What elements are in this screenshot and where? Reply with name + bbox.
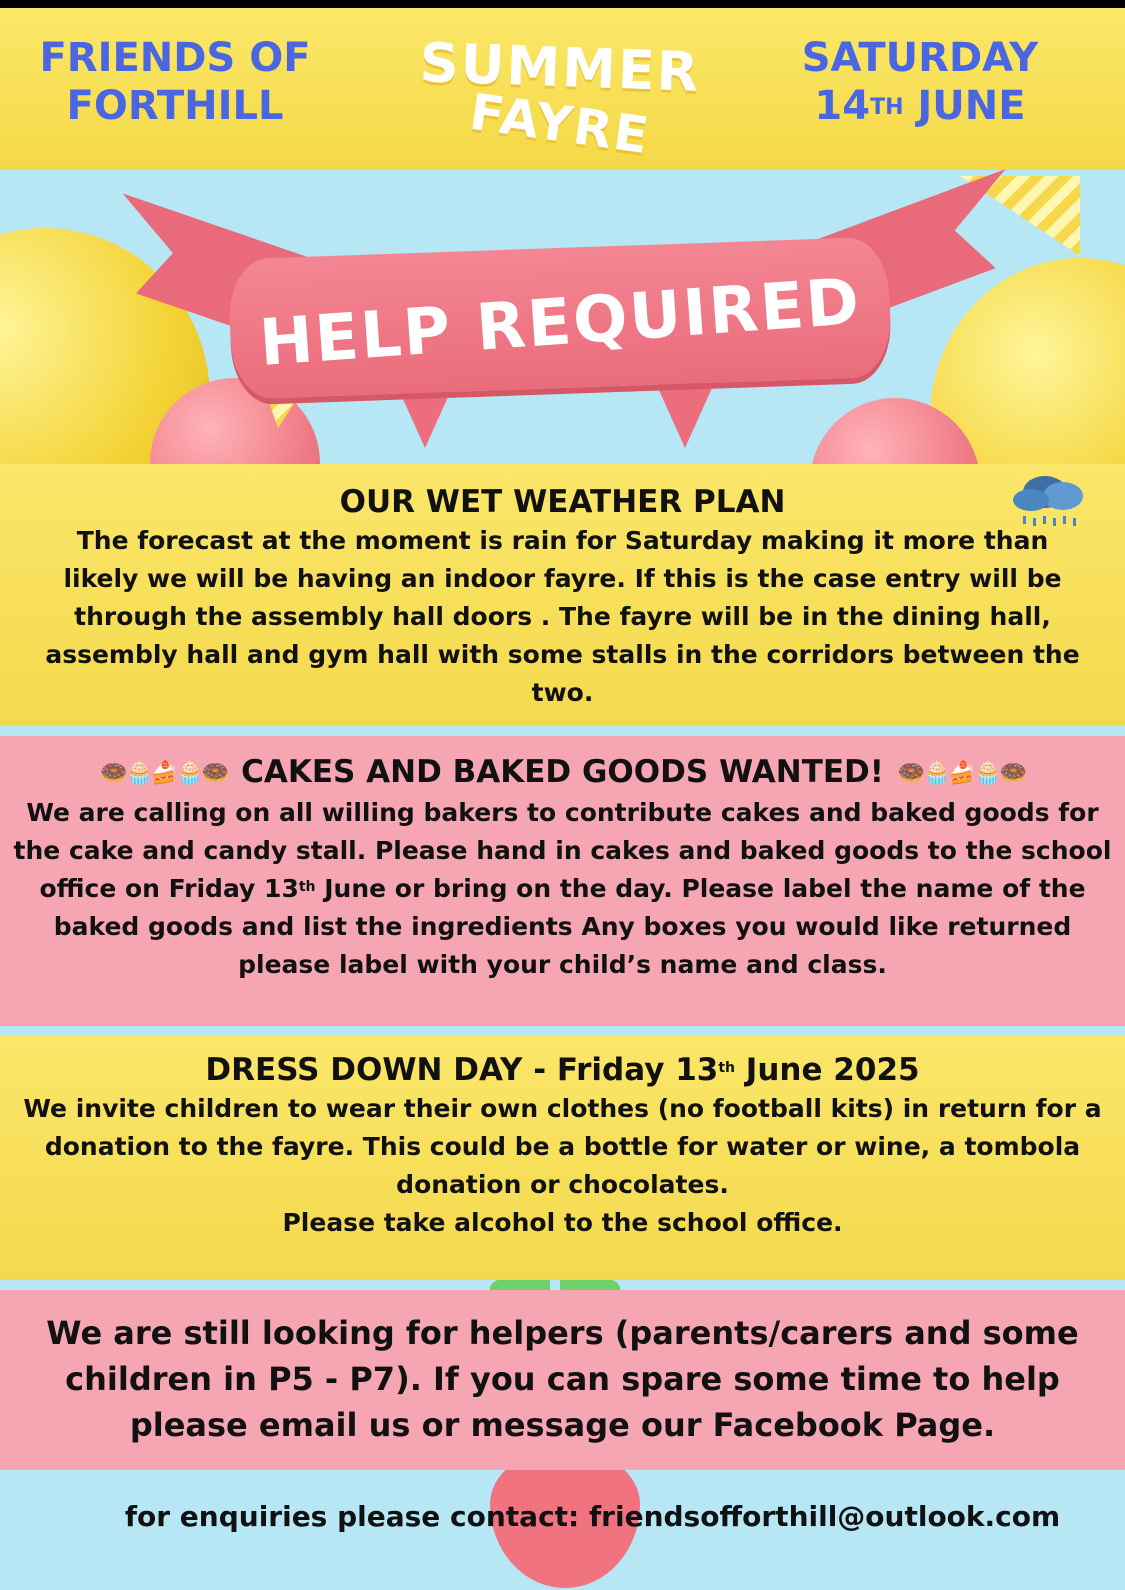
cakes-body-part-1: We are calling on all willing bakers to contribute cakes and baked goods for the cake and candy stall. Please hand in cakes and baked goods to the school office on Friday 13 <box>13 797 1112 903</box>
date-month: JUNE <box>917 83 1026 129</box>
dress-title-part-1: DRESS DOWN DAY - Friday 13 <box>205 1052 719 1088</box>
cakes-title: CAKES AND BAKED GOODS WANTED! <box>241 754 884 790</box>
contact-footer: for enquiries please contact: friendsofforthill@outlook.com <box>124 1500 1061 1533</box>
helpers-body: We are still looking for helpers (parents/carers and some children in P5 - P7). If you can spare some time to help please email us or message our Facebook Page. <box>46 1314 1079 1444</box>
date-weekday: SATURDAY <box>801 35 1039 81</box>
dress-body: We invite children to wear their own clothes (no football kits) in return for a donation to the fayre. This could be a bottle for water or wine, a tombola donation or chocolates. <box>23 1094 1102 1199</box>
logo-line-2: FAYRE <box>466 82 654 166</box>
date-day-month <box>780 82 1060 130</box>
wet-weather-section <box>0 464 1125 726</box>
cakes-heading <box>0 752 1125 794</box>
org-line-2: FORTHILL <box>66 83 284 129</box>
dress-date-suffix: th <box>718 1060 736 1076</box>
poster <box>0 8 1125 1590</box>
cakes-section <box>0 736 1125 1026</box>
rain-cloud-icon <box>1005 470 1095 530</box>
dress-down-section <box>0 1036 1125 1280</box>
cakes-icon: 🍩🧁🍰🧁🍩 <box>100 760 228 786</box>
cakes-icon: 🍩🧁🍰🧁🍩 <box>897 760 1025 786</box>
logo-line-1: SUMMER <box>418 31 702 104</box>
weather-body: The forecast at the moment is rain for Saturday making it more than likely we will be having an indoor fayre. If this is the case entry will be through the assembly hall doors . The fayre will be in the dining hall, assembly hall and gym hall with some stalls in the corridors between the two. <box>45 526 1080 707</box>
dress-title-part-2: June 2025 <box>735 1052 920 1088</box>
cakes-body-part-2: June or bring on the day. Please label the name of the baked goods and list the ingredients Any boxes you would like returned please label with your child’s name and class. <box>53 873 1086 979</box>
banner-title: HELP REQUIRED <box>257 265 864 381</box>
header-band <box>0 8 1125 170</box>
cakes-body <box>0 794 1125 984</box>
date-suffix: TH <box>870 95 904 120</box>
dress-title <box>0 1050 1125 1090</box>
dress-alcohol-note: Please take alcohol to the school office. <box>282 1208 843 1237</box>
ribbon-body <box>228 237 892 400</box>
helpers-section <box>0 1290 1125 1470</box>
event-date <box>780 34 1060 130</box>
date-day: 14 <box>814 83 871 129</box>
help-required-ribbon <box>200 208 920 438</box>
organisation-name <box>30 34 320 130</box>
weather-title: OUR WET WEATHER PLAN <box>339 484 786 520</box>
org-line-1: FRIENDS OF <box>39 35 311 81</box>
summer-fayre-logo <box>410 30 710 170</box>
cakes-date-suffix: th <box>298 878 316 895</box>
